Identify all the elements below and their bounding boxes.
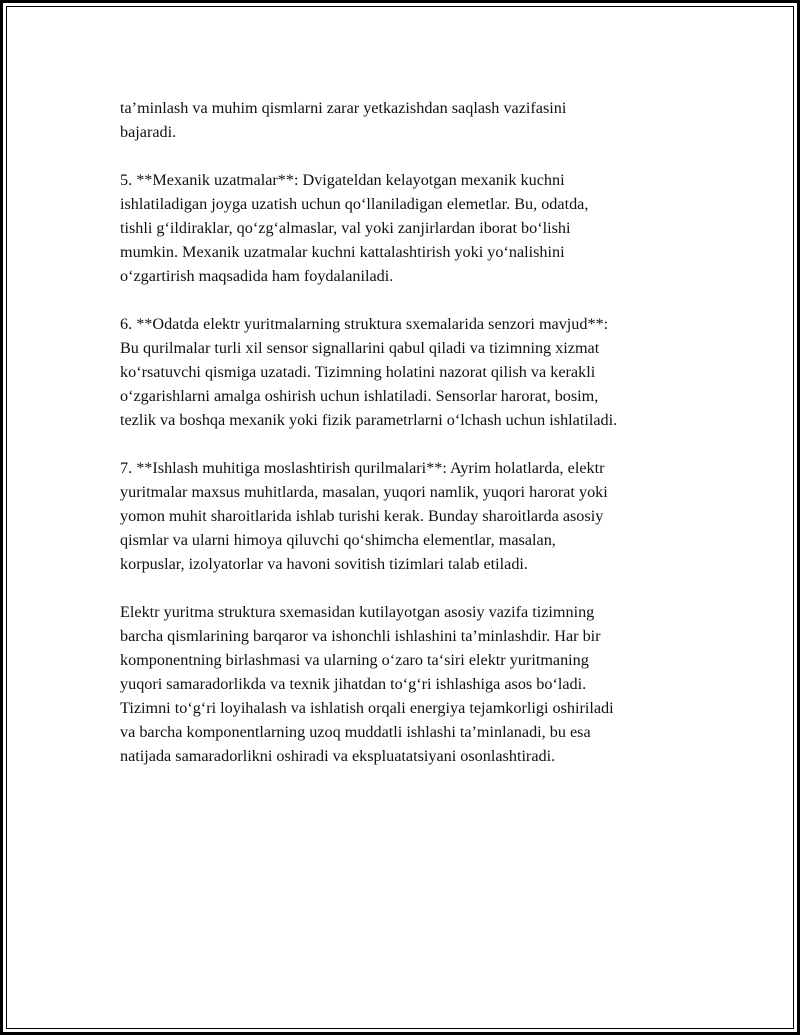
text-line: 7. **Ishlash muhitiga moslashtirish qurilmalari**: Ayrim holatlarda, elektr (120, 459, 605, 477)
text-line: Elektr yuritma struktura sxemasidan kutilayotgan asosiy vazifa tizimning (120, 603, 595, 621)
text-line: ishlatiladigan joyga uzatish uchun qo‘llaniladigan elemetlar. Bu, odatda, (120, 195, 589, 213)
text-line: 5. **Mexanik uzatmalar**: Dvigateldan kelayotgan mexanik kuchni (120, 171, 565, 189)
paragraph-item-6 (120, 312, 700, 432)
paragraph-item-5 (120, 168, 700, 288)
text-line: natijada samaradorlikni oshiradi va ekspluatatsiyani osonlashtiradi. (120, 747, 556, 765)
text-line: qismlar va ularni himoya qiluvchi qo‘shimcha elementlar, masalan, (120, 531, 556, 549)
text-line: o‘zgartirish maqsadida ham foydalaniladi. (120, 267, 394, 285)
text-line: Bu qurilmalar turli xil sensor signallarini qabul qiladi va tizimning xizmat (120, 339, 600, 357)
text-line: Tizimni to‘g‘ri loyihalash va ishlatish orqali energiya tejamkorligi oshiriladi (120, 699, 614, 717)
text-line: barcha qismlarining barqaror va ishonchli ishlashini ta’minlashdir. Har bir (120, 627, 601, 645)
text-line: mumkin. Mexanik uzatmalar kuchni kattalashtirish yoki yo‘nalishini (120, 243, 565, 261)
text-line: korpuslar, izolyatorlar va havoni sovitish tizimlari talab etiladi. (120, 555, 528, 573)
text-line: tishli g‘ildiraklar, qo‘zg‘almaslar, val yoki zanjirlardan iborat bo‘lishi (120, 219, 571, 237)
text-line: tezlik va boshqa mexanik yoki fizik parametrlarni o‘lchash uchun ishlatiladi. (120, 411, 618, 429)
document-body (120, 96, 700, 792)
text-line: komponentning birlashmasi va ularning o‘zaro ta‘siri elektr yuritmaning (120, 651, 589, 669)
text-line: bajaradi. (120, 123, 177, 141)
paragraph-conclusion (120, 600, 700, 768)
text-line: 6. **Odatda elektr yuritmalarning struktura sxemalarida senzori mavjud**: (120, 315, 609, 333)
text-line: o‘zgarishlarni amalga oshirish uchun ishlatiladi. Sensorlar harorat, bosim, (120, 387, 599, 405)
text-line: yuritmalar maxsus muhitlarda, masalan, yuqori namlik, yuqori harorat yoki (120, 483, 608, 501)
text-line: ta’minlash va muhim qismlarni zarar yetkazishdan saqlash vazifasini (120, 99, 567, 117)
paragraph-item-7 (120, 456, 700, 576)
text-line: va barcha komponentlarning uzoq muddatli ishlashi ta’minlanadi, bu esa (120, 723, 591, 741)
paragraph-continuation (120, 96, 700, 144)
text-line: ko‘rsatuvchi qismiga uzatadi. Tizimning holatini nazorat qilish va kerakli (120, 363, 596, 381)
text-line: yuqori samaradorlikda va texnik jihatdan to‘g‘ri ishlashiga asos bo‘ladi. (120, 675, 587, 693)
text-line: yomon muhit sharoitlarida ishlab turishi kerak. Bunday sharoitlarda asosiy (120, 507, 604, 525)
